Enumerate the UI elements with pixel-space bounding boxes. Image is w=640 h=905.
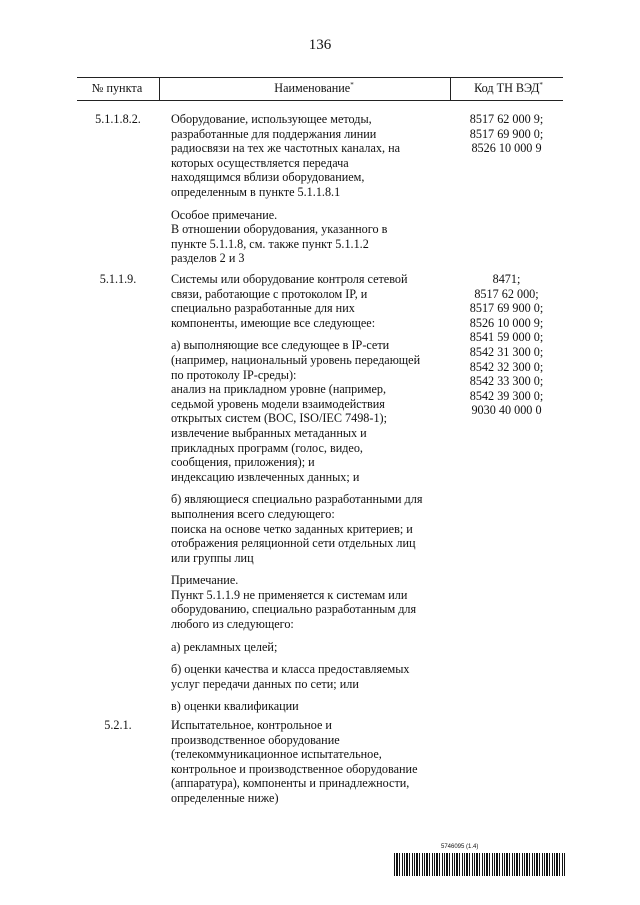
text-line: оборудованию, специально разработанным для xyxy=(171,602,417,617)
text-line: услуг передачи данных по сети; или xyxy=(171,676,359,691)
text-line: определенным в пункте 5.1.1.8.1 xyxy=(171,184,341,199)
text-line: поиска на основе четко заданных критериев; и xyxy=(171,521,413,536)
page-number: 136 xyxy=(308,37,332,53)
text-line: седьмой уровень модели взаимодействия xyxy=(171,396,385,411)
item-description xyxy=(171,112,441,274)
text-line: производственное оборудование xyxy=(171,732,340,747)
item-description xyxy=(171,718,441,814)
tnved-code: 9030 40 000 0 xyxy=(471,403,542,418)
text-line: или группы лиц xyxy=(171,550,254,565)
tnved-code: 8541 59 000 0; xyxy=(469,330,544,345)
text-line: специально разработанные для них xyxy=(171,301,355,316)
footnote-marker: * xyxy=(539,81,543,89)
description-paragraph xyxy=(171,662,441,691)
header-number-column xyxy=(79,81,155,96)
tnved-code: 8526 10 000 9; xyxy=(469,315,544,330)
text-line: Примечание. xyxy=(171,573,239,588)
header-number-label: № пункта xyxy=(91,81,143,95)
text-line: а) рекламных целей; xyxy=(171,639,278,654)
item-number: 5.1.1.8.2. xyxy=(95,112,141,126)
header-divider xyxy=(159,78,160,100)
description-paragraph xyxy=(171,718,441,806)
text-line: компоненты, имеющие все следующее: xyxy=(171,315,376,330)
text-line: в) оценки квалификации xyxy=(171,699,299,714)
header-code-column xyxy=(454,81,563,96)
barcode xyxy=(394,853,566,876)
description-paragraph xyxy=(171,492,441,565)
text-line: а) выполняющие все следующее в IP-сети xyxy=(171,338,390,353)
text-line: (например, национальный уровень передающей xyxy=(171,352,421,367)
tnved-code: 8517 62 000; xyxy=(474,286,539,301)
text-line: Пункт 5.1.1.9 не применяется к системам или xyxy=(171,587,408,602)
item-description xyxy=(171,272,441,722)
text-line: В отношении оборудования, указанного в xyxy=(171,222,388,237)
tnved-code: 8517 69 900 0; xyxy=(469,126,544,141)
text-line: разделов 2 и 3 xyxy=(171,251,245,266)
header-name-column xyxy=(169,81,459,96)
text-line: любого из следующего: xyxy=(171,617,294,632)
text-line: разработанные для поддержания линии xyxy=(171,126,377,141)
text-line: сообщения, приложения); и xyxy=(171,455,315,470)
text-line: пункте 5.1.1.8, см. также пункт 5.1.1.2 xyxy=(171,236,369,251)
text-line: открытых систем (ВОС, ISO/IEC 7498-1); xyxy=(171,411,387,426)
description-paragraph xyxy=(171,699,441,714)
text-line: выполнения всего следующего: xyxy=(171,506,335,521)
text-line: (аппаратура), компоненты и принадлежности, xyxy=(171,776,410,791)
text-line: находящимся вблизи оборудованием, xyxy=(171,170,365,185)
text-line: Испытательное, контрольное и xyxy=(171,718,332,732)
table-header xyxy=(77,77,563,101)
tnved-code: 8542 33 300 0; xyxy=(469,374,544,389)
text-line: (телекоммуникационное испытательное, xyxy=(171,747,382,762)
tnved-code: 8526 10 000 9 xyxy=(471,141,542,156)
header-divider xyxy=(450,78,451,100)
text-line: прикладных программ (голос, видео, xyxy=(171,440,363,455)
text-line: б) являющиеся специально разработанными для xyxy=(171,492,423,507)
text-line: контрольное и производственное оборудование xyxy=(171,761,418,776)
description-paragraph xyxy=(171,573,441,631)
text-line: Системы или оборудование контроля сетевой xyxy=(171,272,408,286)
tnved-codes xyxy=(450,112,563,156)
tnved-codes xyxy=(450,272,563,418)
text-line: Особое примечание. xyxy=(171,207,278,222)
header-name-label: Наименование xyxy=(274,81,351,95)
tnved-code: 8517 69 900 0; xyxy=(469,301,544,316)
description-paragraph xyxy=(171,272,441,330)
text-line: которых осуществляется передача xyxy=(171,155,349,170)
text-line: радиосвязи на тех же частотных каналах, на xyxy=(171,141,401,156)
document-id: 5746095 (1.4) xyxy=(441,844,479,850)
description-paragraph xyxy=(171,112,441,200)
text-line: анализ на прикладном уровне (например, xyxy=(171,382,387,397)
tnved-code: 8542 32 300 0; xyxy=(469,359,544,374)
description-paragraph xyxy=(171,338,441,484)
text-line: определенные ниже) xyxy=(171,790,279,805)
text-line: отображения реляционной сети отдельных лиц xyxy=(171,536,416,551)
tnved-code: 8542 31 300 0; xyxy=(469,344,544,359)
tnved-code: 8542 39 300 0; xyxy=(469,388,544,403)
footnote-marker: * xyxy=(350,81,354,89)
description-paragraph xyxy=(171,640,441,655)
text-line: индексацию извлеченных данных; и xyxy=(171,469,360,484)
header-code-label: Код ТН ВЭД xyxy=(474,81,540,95)
text-line: б) оценки качества и класса предоставляемых xyxy=(171,662,410,677)
description-paragraph xyxy=(171,208,441,266)
text-line: по протоколу IP-среды): xyxy=(171,367,297,382)
text-line: связи, работающие с протоколом IP, и xyxy=(171,286,368,301)
tnved-code: 8517 62 000 9; xyxy=(469,112,544,126)
tnved-code: 8471; xyxy=(492,272,521,286)
item-number: 5.1.1.9. xyxy=(99,272,137,286)
item-number: 5.2.1. xyxy=(104,718,132,732)
text-line: извлечение выбранных метаданных и xyxy=(171,425,367,440)
text-line: Оборудование, использующее методы, xyxy=(171,112,372,126)
